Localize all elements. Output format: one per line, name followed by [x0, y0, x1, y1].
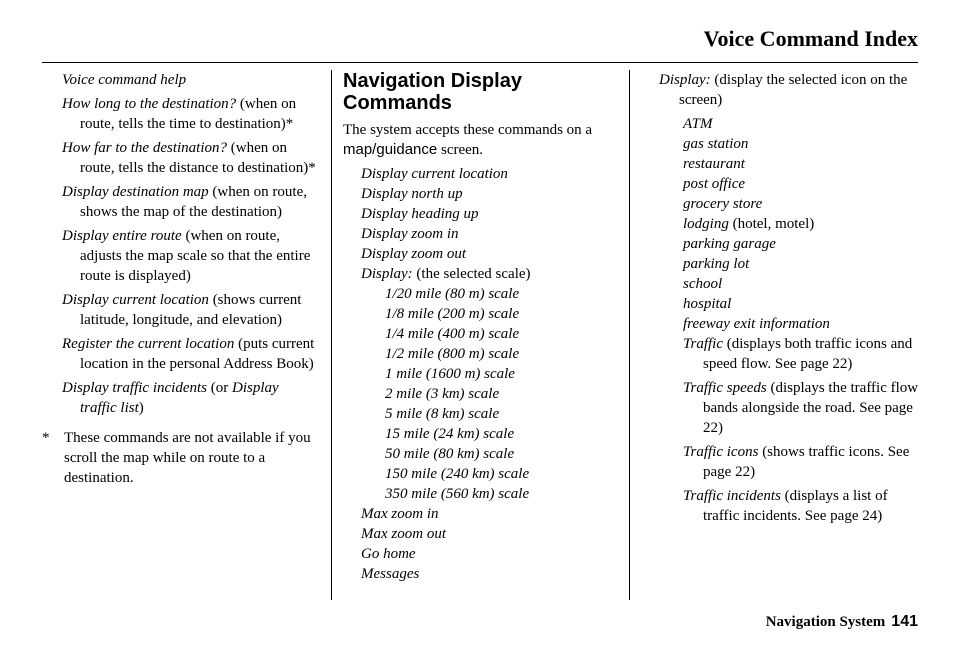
footnote	[42, 428, 317, 488]
command-text-alt: Display traffic list	[80, 380, 279, 416]
intro-text-end: screen.	[437, 142, 484, 158]
icon-item: post office	[683, 176, 746, 192]
command-entry	[42, 290, 317, 330]
icon-item: ATM	[683, 116, 713, 132]
command-entry	[42, 138, 317, 178]
command-desc: (shows traffic icons. See page 22)	[703, 444, 910, 480]
command-text: Traffic icons	[683, 444, 759, 460]
command-text: lodging	[683, 216, 729, 232]
icon-item: freeway exit information	[683, 316, 830, 332]
scale-item: 150 mile (240 km) scale	[385, 466, 530, 482]
command-item: Max zoom in	[361, 506, 439, 522]
section-intro	[343, 120, 618, 160]
section-heading: Navigation Display Commands	[343, 70, 522, 114]
command-desc: (when on route, tells the distance to destination)*	[80, 140, 316, 176]
footer-label: Navigation System	[765, 614, 886, 630]
command-text: Display entire route	[62, 228, 182, 244]
page-number: 141	[891, 613, 918, 630]
scale-item: 1/20 mile (80 m) scale	[385, 286, 520, 302]
command-text: Traffic incidents	[683, 488, 781, 504]
command-text: Display current location	[62, 292, 209, 308]
command-item-display-icon	[641, 70, 926, 110]
command-text: Display:	[659, 72, 711, 88]
command-item: Go home	[361, 546, 416, 562]
command-entry	[42, 378, 317, 418]
command-text: Display:	[361, 266, 413, 282]
command-desc: (displays the traffic flow bands alongside the road. See page 22)	[703, 380, 919, 436]
traffic-item	[641, 442, 926, 482]
traffic-item	[641, 378, 926, 438]
command-text: Display destination map	[62, 184, 209, 200]
command-entry	[42, 182, 317, 222]
command-text: Voice command help	[62, 72, 187, 88]
icon-item: parking garage	[683, 236, 776, 252]
command-text: Register the current location	[62, 336, 235, 352]
command-text: Traffic	[683, 336, 724, 352]
footnote-marker: *	[42, 430, 50, 446]
command-item: Display heading up	[361, 206, 479, 222]
icon-item: grocery store	[683, 196, 763, 212]
command-desc: (puts current location in the personal Address Book)	[80, 336, 315, 372]
command-entry	[42, 226, 317, 286]
icon-item: hospital	[683, 296, 732, 312]
scale-item: 350 mile (560 km) scale	[385, 486, 530, 502]
traffic-item	[641, 486, 926, 526]
command-desc: (when on route, shows the map of the destination)	[80, 184, 307, 220]
command-text: How long to the destination?	[62, 96, 237, 112]
command-desc: (when on route, tells the time to destination)*	[80, 96, 297, 132]
icon-item: restaurant	[683, 156, 745, 172]
scale-item: 1 mile (1600 m) scale	[385, 366, 515, 382]
command-item: Display zoom in	[361, 226, 459, 242]
scale-item: 1/2 mile (800 m) scale	[385, 346, 520, 362]
command-item: Display current location	[361, 166, 508, 182]
command-entry	[42, 334, 317, 374]
icon-item: parking lot	[683, 256, 750, 272]
scale-item: 1/8 mile (200 m) scale	[385, 306, 520, 322]
command-item: Max zoom out	[361, 526, 446, 542]
column-1	[42, 70, 317, 488]
command-desc: (when on route, adjusts the map scale so that the entire route is displayed)	[80, 228, 311, 284]
command-desc: (shows current latitude, longitude, and elevation)	[80, 292, 302, 328]
command-text: Display traffic incidents	[62, 380, 207, 396]
column-divider-2	[629, 70, 630, 600]
command-item: Display north up	[361, 186, 463, 202]
intro-text: The system accepts these commands on a	[343, 122, 593, 138]
scale-item: 15 mile (24 km) scale	[385, 426, 515, 442]
command-item: Messages	[361, 566, 420, 582]
column-3	[641, 70, 926, 530]
page-footer	[766, 613, 918, 631]
traffic-item	[641, 334, 926, 374]
scale-item: 50 mile (80 km) scale	[385, 446, 515, 462]
command-desc: (or	[206, 380, 232, 396]
command-item-display-scale	[361, 264, 618, 284]
command-desc: (display the selected icon on the screen)	[679, 72, 908, 108]
header-rule	[42, 62, 918, 63]
command-item: Display zoom out	[361, 246, 466, 262]
command-desc: (hotel, motel)	[728, 216, 815, 232]
column-divider-1	[331, 70, 332, 600]
command-desc: (displays a list of traffic incidents. See page 24)	[703, 488, 888, 524]
scale-item: 2 mile (3 km) scale	[385, 386, 500, 402]
scale-item: 5 mile (8 km) scale	[385, 406, 500, 422]
column-2	[343, 70, 618, 584]
command-text: Traffic speeds	[683, 380, 767, 396]
icon-item: gas station	[683, 136, 749, 152]
icon-item: school	[683, 276, 723, 292]
footnote-text: These commands are not available if you scroll the map while on route to a destination.	[64, 430, 311, 486]
page-title: Voice Command Index	[703, 26, 918, 51]
command-desc: (displays both traffic icons and speed flow. See page 22)	[703, 336, 913, 372]
command-desc: (the selected scale)	[412, 266, 531, 282]
intro-screen-name: map/guidance	[343, 141, 438, 158]
scale-item: 1/4 mile (400 m) scale	[385, 326, 520, 342]
command-entry	[42, 70, 317, 90]
command-desc-end: )	[138, 400, 144, 416]
command-entry	[42, 94, 317, 134]
command-text: How far to the destination?	[62, 140, 227, 156]
icon-item-lodging	[683, 214, 926, 234]
